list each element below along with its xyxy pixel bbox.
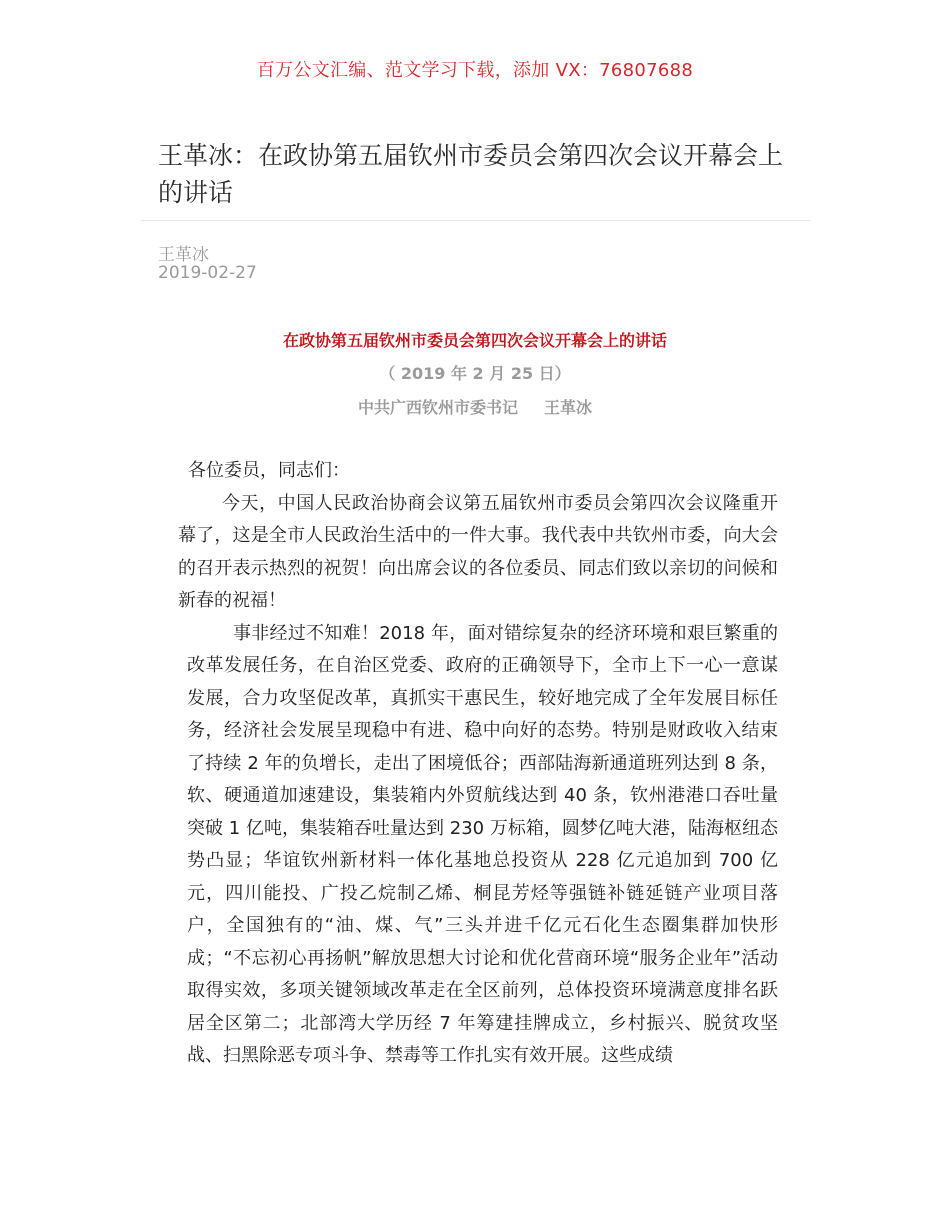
greeting: 各位委员，同志们： — [188, 460, 350, 481]
article-author[interactable]: 王革冰 — [158, 245, 209, 265]
article-body — [178, 455, 778, 1073]
title-divider — [141, 220, 810, 221]
document-speaker — [0, 395, 950, 418]
speaker-name: 王革冰 — [544, 398, 593, 417]
body-paragraph: 事非经过不知难！2018 年，面对错综复杂的经济环境和艰巨繁重的改革发展任务，在自治区党委、政府的正确领导下，全市上下一心一意谋发展，合力攻坚促改革，真抓实干惠民生，较好地完成了全年发展目标任务，经济社会发展呈现稳中有进、稳中向好的态势。特别是财政收入结束了持续 2 年的负增长，走出了困境低谷；西部陆海新通道班列达到 8 条，软、硬通道加速建设，集装箱内外贸航线达到 40 条，钦州港港口吞吐量突破 1 亿吨，集装箱吞吐量达到 230 万标箱，圆梦亿吨大港，陆海枢纽态势凸显；华谊钦州新材料一体化基地总投资从 228 亿元追加到 700 亿元，四川能投、广投乙烷制乙烯、桐昆芳烃等强链补链延链产业项目落户，全国独有的“油、煤、气”三头并进千亿元石化生态圈集群加快形成；“不忘初心再扬帆”解放思想大讨论和优化营商环境“服务企业年”活动取得实效，多项关键领域改革走在全区前列，总体投资环境满意度排名跃居全区第二；北部湾大学历经 7 年筹建挂牌成立，乡村振兴、脱贫攻坚战、扫黑除恶专项斗争、禁毒等工作扎实有效开展。这些成绩 — [187, 622, 778, 1066]
document-title: 在政协第五届钦州市委员会第四次会议开幕会上的讲话 — [282, 331, 667, 350]
article-date: 2019-02-27 — [158, 263, 257, 283]
body-paragraph: 今天，中国人民政治协商会议第五届钦州市委员会第四次会议隆重开幕了，这是全市人民政治生活中的一件大事。我代表中共钦州市委，向大会的召开表示热烈的祝贺！向出席会议的各位委员、同志们致以亲切的问候和新春的祝福！ — [178, 492, 778, 611]
promo-banner: 百万公文汇编、范文学习下载，添加 VX：76807688 — [256, 60, 694, 81]
speaker-role: 中共广西钦州市委书记 — [357, 398, 518, 417]
article-title: 王革冰：在政协第五届钦州市委员会第四次会议开幕会上的讲话 — [158, 141, 784, 207]
document-date-line: （ 2019 年 2 月 25 日） — [379, 364, 571, 383]
